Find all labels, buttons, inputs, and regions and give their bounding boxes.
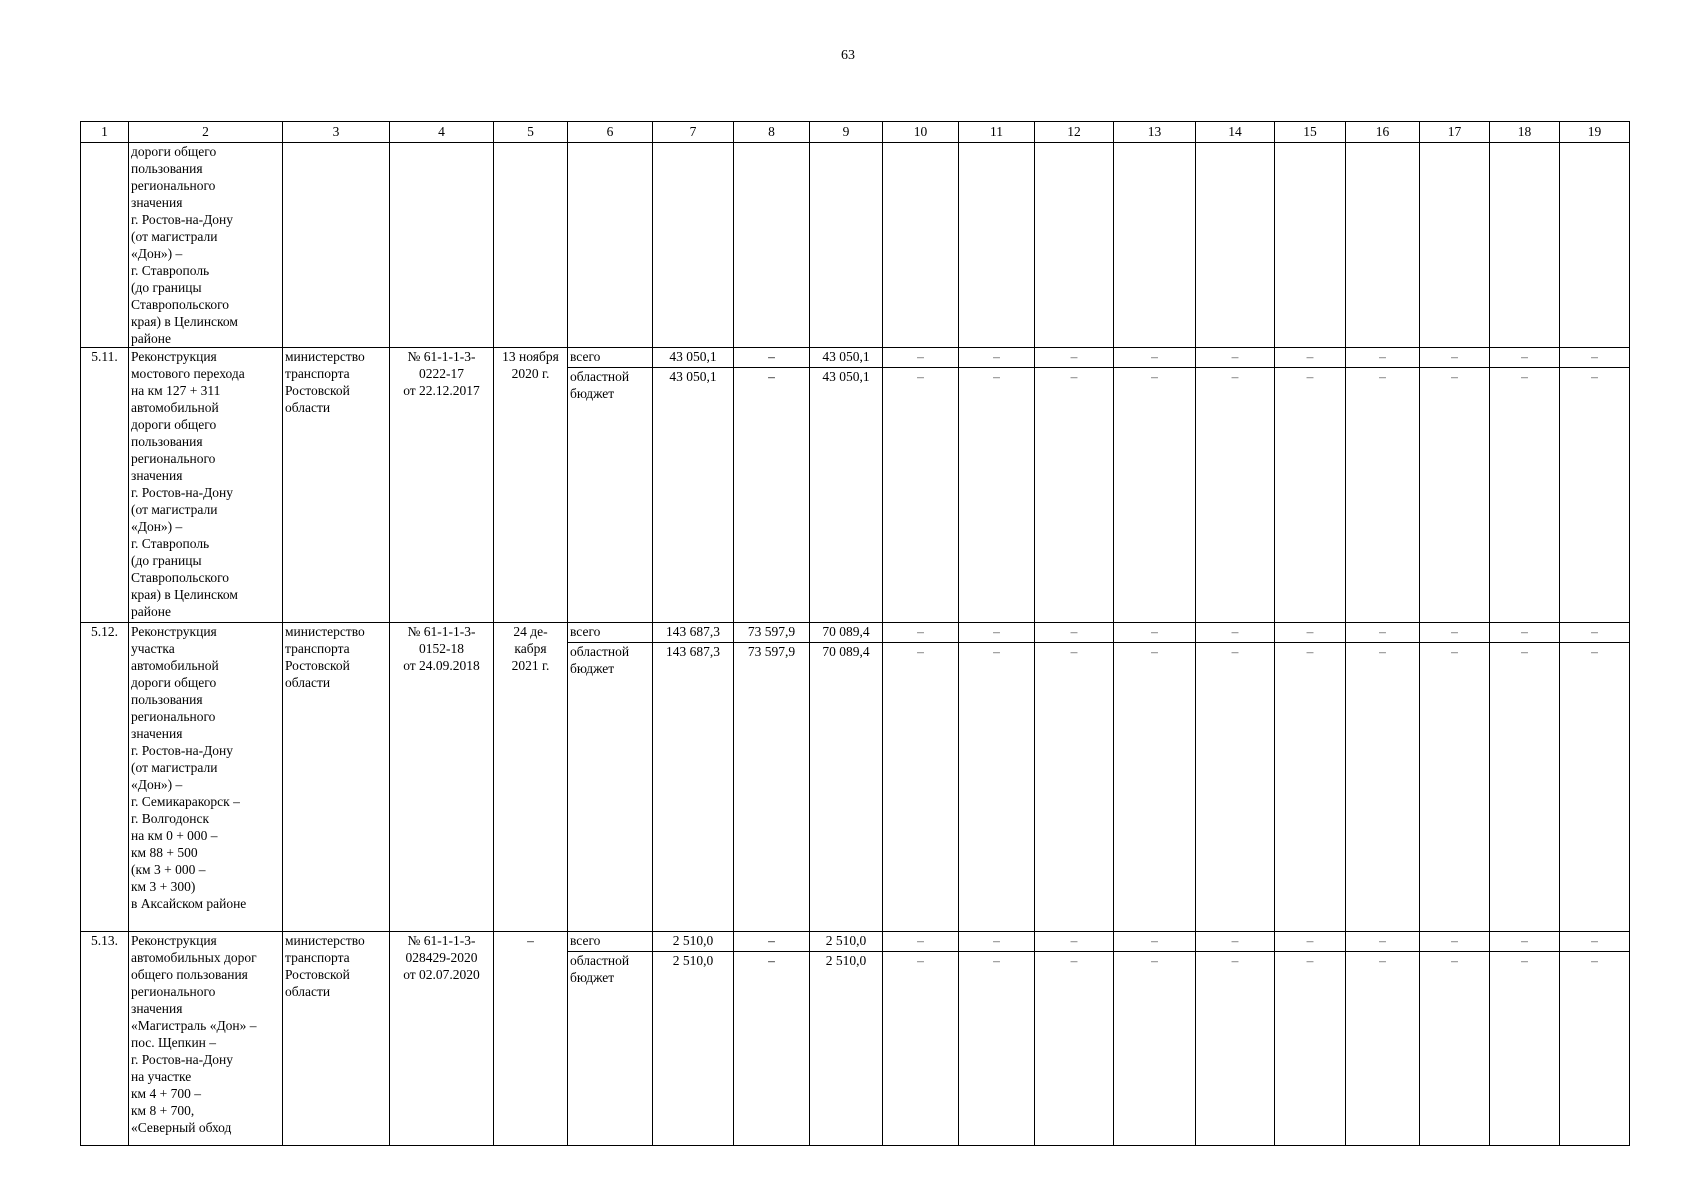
value-col-18: – [1490,932,1560,952]
column-number: 6 [568,122,653,143]
value-col-16: – [1346,932,1420,952]
value-col-9: 2 510,0 [810,952,883,1146]
value-col-10: – [883,643,959,932]
item-row-total [81,623,1630,643]
value-col-19: – [1560,348,1630,368]
completion-date: 13 ноября 2020 г. [494,348,568,623]
value-col-8: 73 597,9 [734,643,810,932]
column-number: 2 [129,122,283,143]
item-number: 5.11. [81,348,129,623]
value-col-11: – [959,932,1035,952]
value-col-19: – [1560,932,1630,952]
value-col-15: – [1275,952,1346,1146]
value-col-16: – [1346,348,1420,368]
value-col-19: – [1560,643,1630,932]
document-ref: № 61-1-1-3- 0222-17 от 22.12.2017 [390,348,494,623]
page-number: 63 [841,48,855,63]
value-col-17: – [1420,952,1490,1146]
funding-source: областной бюджет [568,368,653,623]
item-number: 5.12. [81,623,129,932]
value-col-11: – [959,368,1035,623]
executor: министерство транспорта Ростовской области [283,348,390,623]
value-col-14: – [1196,952,1275,1146]
completion-date: – [494,932,568,1146]
value-col-16: – [1346,643,1420,932]
value-col-11: – [959,643,1035,932]
value-col-7: 143 687,3 [653,643,734,932]
value-col-17: – [1420,368,1490,623]
executor: министерство транспорта Ростовской области [283,932,390,1146]
value-col-17: – [1420,348,1490,368]
value-col-13: – [1114,348,1196,368]
value-col-10: – [883,623,959,643]
value-col-7: 43 050,1 [653,348,734,368]
value-col-9: 43 050,1 [810,348,883,368]
value-col-19: – [1560,368,1630,623]
object-name: Реконструкция участка автомобильной дороги общего пользования регионального значения г. Ростов-на-Дону (от магистрали «Дон») – г. Семикаракорск – г. Волгодонск на км 0 + 000 – км 88 + 500 (км 3 + 000 – км 3 + 300) в Аксайском районе [129,623,283,932]
column-number: 14 [1196,122,1275,143]
value-col-13: – [1114,368,1196,623]
value-col-16: – [1346,368,1420,623]
value-col-17: – [1420,932,1490,952]
column-number: 12 [1035,122,1114,143]
column-number: 4 [390,122,494,143]
value-col-15: – [1275,348,1346,368]
value-col-8: – [734,348,810,368]
value-col-12: – [1035,348,1114,368]
value-col-10: – [883,932,959,952]
value-col-14: – [1196,643,1275,932]
column-number: 3 [283,122,390,143]
object-name: Реконструкция автомобильных дорог общего пользования регионального значения «Магистраль «Дон» – пос. Щепкин – г. Ростов-на-Дону на участке км 4 + 700 – км 8 + 700, «Северный обход [129,932,283,1146]
value-col-11: – [959,623,1035,643]
column-number: 8 [734,122,810,143]
value-col-10: – [883,368,959,623]
funding-source: областной бюджет [568,643,653,932]
executor: министерство транспорта Ростовской области [283,623,390,932]
column-number: 5 [494,122,568,143]
completion-date: 24 де- кабря 2021 г. [494,623,568,932]
value-col-12: – [1035,952,1114,1146]
column-number: 9 [810,122,883,143]
value-col-13: – [1114,952,1196,1146]
value-col-8: – [734,368,810,623]
value-col-13: – [1114,643,1196,932]
column-number: 16 [1346,122,1420,143]
value-col-12: – [1035,623,1114,643]
value-col-17: – [1420,623,1490,643]
value-col-13: – [1114,932,1196,952]
item-row-total [81,348,1630,368]
document-ref: № 61-1-1-3- 028429-2020 от 02.07.2020 [390,932,494,1146]
value-col-14: – [1196,623,1275,643]
value-col-9: 43 050,1 [810,368,883,623]
column-number: 1 [81,122,129,143]
funding-source: всего [568,348,653,368]
value-col-17: – [1420,643,1490,932]
value-col-16: – [1346,952,1420,1146]
value-col-18: – [1490,368,1560,623]
value-col-8: – [734,932,810,952]
funding-source: всего [568,623,653,643]
value-col-10: – [883,348,959,368]
object-name: Реконструкция мостового перехода на км 127 + 311 автомобильной дороги общего пользования регионального значения г. Ростов-на-Дону (от магистрали «Дон») – г. Ставрополь (до границы Ставропольского края) в Целинском районе [129,348,283,623]
column-number: 19 [1560,122,1630,143]
value-col-9: 70 089,4 [810,643,883,932]
continuation-row [81,143,1630,348]
funding-source: всего [568,932,653,952]
value-col-12: – [1035,932,1114,952]
column-number: 13 [1114,122,1196,143]
column-number: 11 [959,122,1035,143]
value-col-18: – [1490,952,1560,1146]
value-col-15: – [1275,643,1346,932]
value-col-13: – [1114,623,1196,643]
value-col-12: – [1035,368,1114,623]
value-col-8: – [734,952,810,1146]
value-col-8: 73 597,9 [734,623,810,643]
program-table [80,121,1630,1146]
value-col-12: – [1035,643,1114,932]
value-col-9: 2 510,0 [810,932,883,952]
column-number: 18 [1490,122,1560,143]
column-number: 17 [1420,122,1490,143]
value-col-15: – [1275,932,1346,952]
value-col-16: – [1346,623,1420,643]
item-row-total [81,932,1630,952]
column-number-row [81,122,1630,143]
column-number: 15 [1275,122,1346,143]
document-ref: № 61-1-1-3- 0152-18 от 24.09.2018 [390,623,494,932]
value-col-9: 70 089,4 [810,623,883,643]
value-col-14: – [1196,368,1275,623]
value-col-10: – [883,952,959,1146]
value-col-18: – [1490,348,1560,368]
value-col-15: – [1275,368,1346,623]
value-col-11: – [959,348,1035,368]
value-col-19: – [1560,952,1630,1146]
value-col-15: – [1275,623,1346,643]
value-col-18: – [1490,643,1560,932]
value-col-14: – [1196,348,1275,368]
value-col-7: 2 510,0 [653,932,734,952]
value-col-14: – [1196,932,1275,952]
column-number: 10 [883,122,959,143]
value-col-7: 143 687,3 [653,623,734,643]
column-number: 7 [653,122,734,143]
funding-source: областной бюджет [568,952,653,1146]
value-col-11: – [959,952,1035,1146]
value-col-18: – [1490,623,1560,643]
value-col-7: 2 510,0 [653,952,734,1146]
object-name: дороги общего пользования регионального значения г. Ростов-на-Дону (от магистрали «Дон») – г. Ставрополь (до границы Ставропольского края) в Целинском районе [129,143,283,348]
value-col-19: – [1560,623,1630,643]
value-col-7: 43 050,1 [653,368,734,623]
item-number: 5.13. [81,932,129,1146]
